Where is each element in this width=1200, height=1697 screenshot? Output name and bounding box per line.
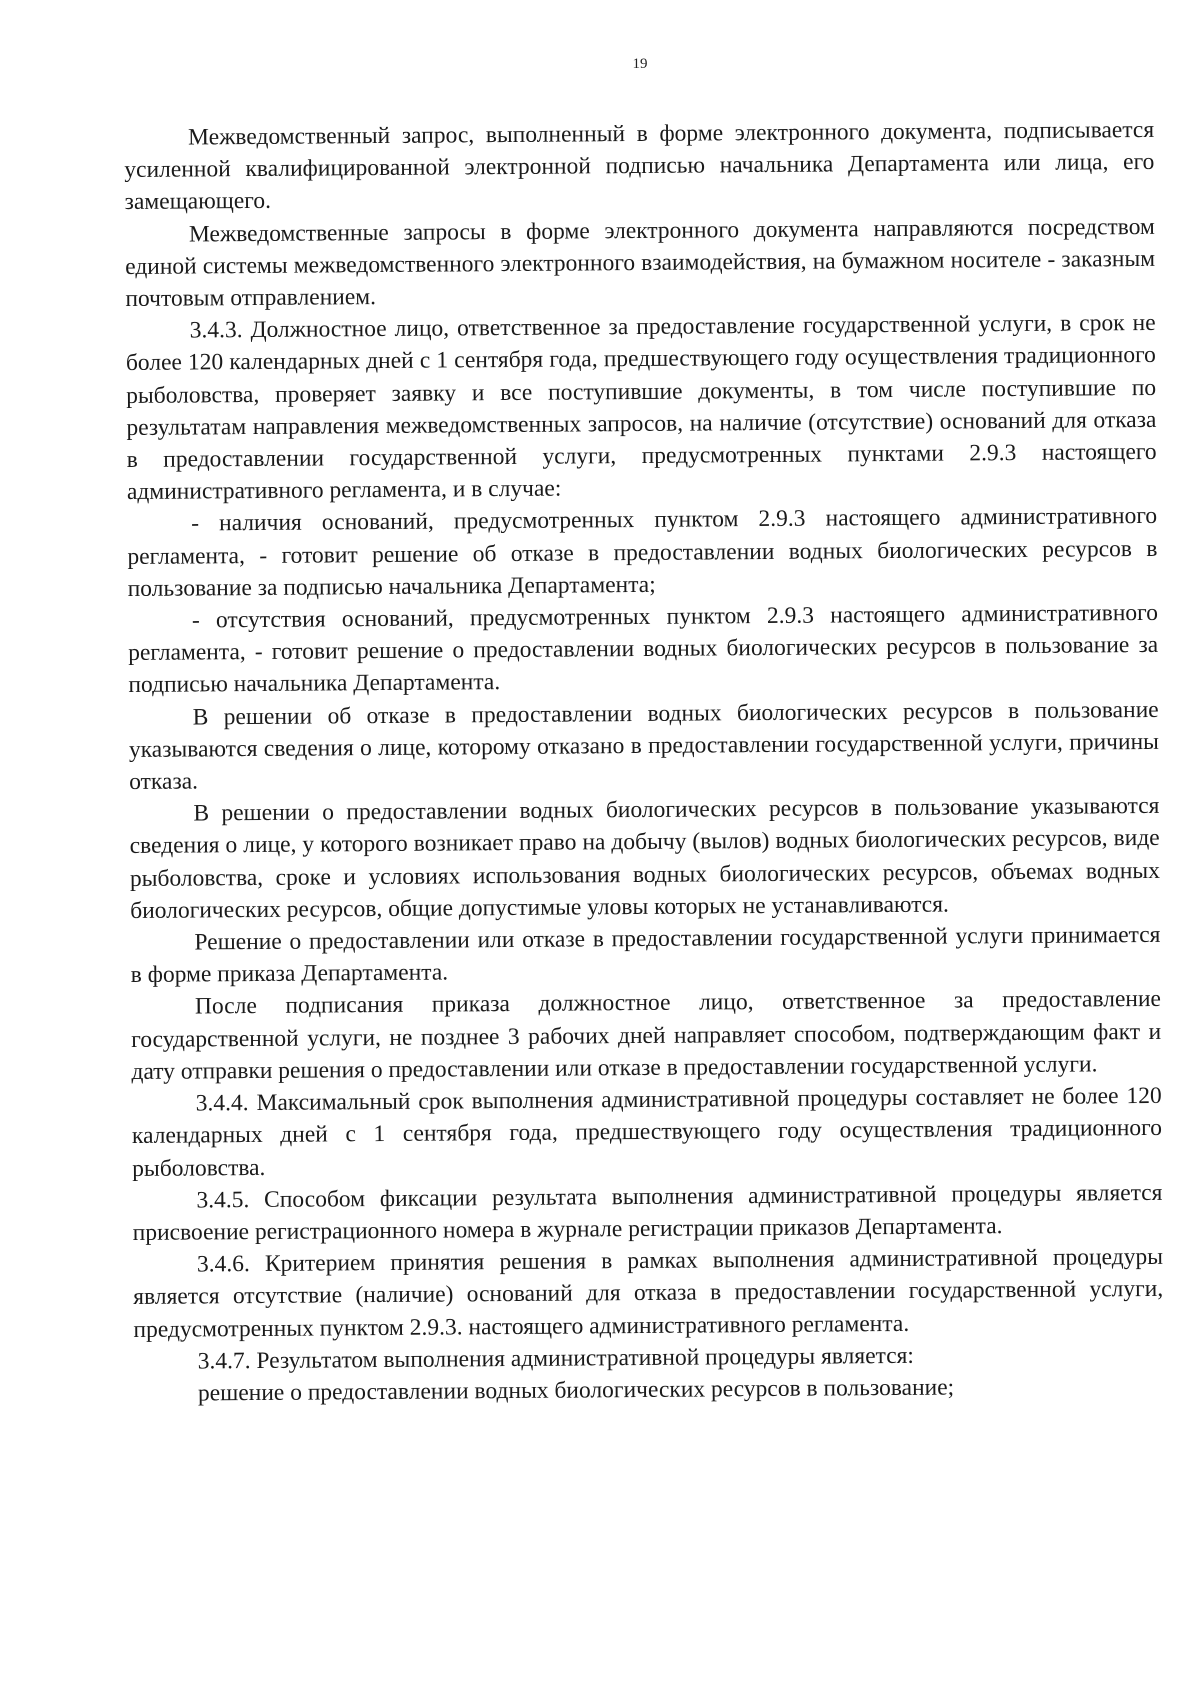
paragraph-3-4-3: 3.4.3. Должностное лицо, ответственное за предоставление государственной услуги, в срок не более 120 календарных дней с 1 сентября года, предшествующего году осуществления традиционного рыболовства, проверяет заявку и все поступившие документы, в том числе поступившие по результатам направления межведомственных запросов, на наличие (отсутствие) оснований для отказа в предоставлении государственной услуги, предусмотренных пунктами 2.9.3 настоящего административного регламента, и в случае: (125, 310, 1157, 506)
paragraph-3-4-4: 3.4.4. Максимальный срок выполнения административной процедуры составляет не более 120 календарных дней с 1 сентября года, предшествующего году осуществления традиционного рыболовства. (131, 1082, 1163, 1182)
paragraph-interagency-request-signature: Межведомственный запрос, выполненный в форме электронного документа, подписывается усиленной квалифицированной электронной подписью начальника Департамента или лица, его замещающего. (124, 116, 1155, 216)
list-item-grounds-present: - наличия оснований, предусмотренных пунктом 2.9.3 настоящего административного регламента, - готовит решение об отказе в предоставлении водных биологических ресурсов в пользование за подписью начальника Департамента; (127, 503, 1158, 602)
list-item-grounds-absent: - отсутствия оснований, предусмотренных пунктом 2.9.3 настоящего административного регламента, - готовит решение о предоставлении водных биологических ресурсов в пользование за подписью начальника Департамента. (128, 599, 1159, 699)
page-number: 19 (632, 56, 648, 72)
paragraph-3-4-6: 3.4.6. Критерием принятия решения в рамках выполнения административной процедуры является отсутствие (наличие) оснований для отказа в предоставлении государственной услуги, предусмотренных пунктом 2.9.3. настоящего административного регламента. (133, 1243, 1164, 1343)
paragraph-decision-form: Решение о предоставлении или отказе в предоставлении государственной услуги принимается в форме приказа Департамента. (130, 921, 1161, 989)
paragraph-grant-decision-content: В решении о предоставлении водных биологических ресурсов в пользование указываются сведения о лице, у которого возникает право на добычу (вылов) водных биологических ресурсов, виде рыболовства, сроке и условиях использования водных биологических ресурсов, объемах водных биологических ресурсов, общие допустимые уловы которых не устанавливаются. (129, 793, 1161, 924)
paragraph-3-4-7: 3.4.7. Результатом выполнения административной процедуры является: (197, 1342, 915, 1375)
paragraph-after-signing: После подписания приказа должностное лицо, ответственное за предоставление государственной услуги, не позднее 3 рабочих дней направляет способом, подтверждающим факт и дату отправки решения о предоставлении или отказе в предоставлении государственной услуги. (131, 986, 1162, 1085)
paragraph-3-4-5: 3.4.5. Способом фиксации результата выполнения административной процедуры является присвоение регистрационного номера в журнале регистрации приказов Департамента. (132, 1179, 1163, 1246)
paragraph-interagency-request-delivery: Межведомственные запросы в форме электронного документа направляются посредством единой системы межведомственного электронного взаимодействия, на бумажном носителе - заказным почтовым отправлением. (125, 213, 1156, 313)
document-body (124, 114, 1164, 1410)
paragraph-result-grant-decision: решение о предоставлении водных биологических ресурсов в пользование; (197, 1374, 955, 1407)
paragraph-refusal-decision-content: В решении об отказе в предоставлении водных биологических ресурсов в пользование указываются сведения о лице, которому отказано в предоставлении государственной услуги, причины отказа. (128, 696, 1160, 796)
